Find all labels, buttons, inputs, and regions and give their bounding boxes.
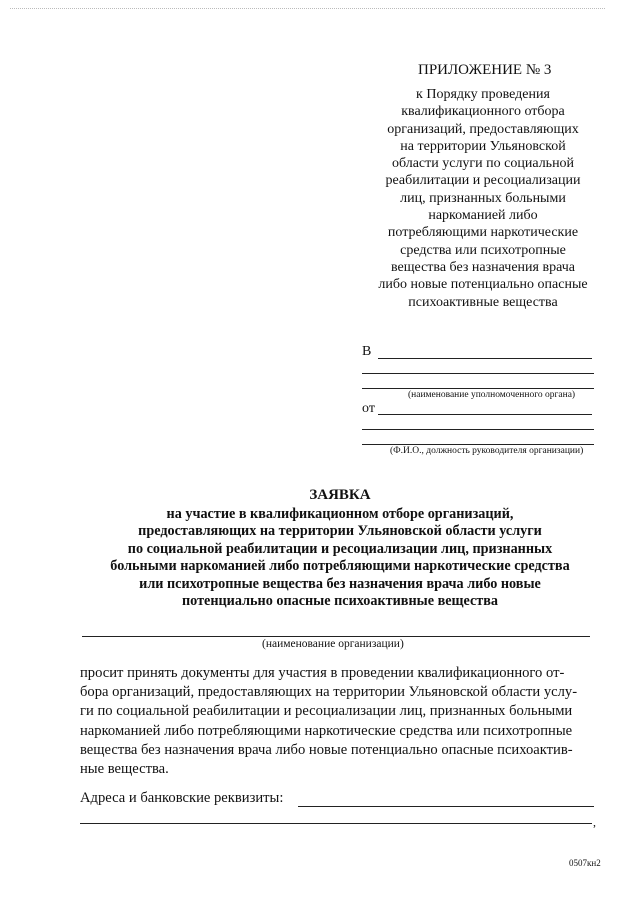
subtitle-line: предоставляющих на территории Ульяновской области услуги [138,523,542,540]
subtitle-line: или психотропные вещества без назначения врача либо новые [139,575,541,592]
appendix-line: средства или психотропные [400,242,566,258]
appendix-line: квалификационного отбора [401,104,565,120]
appendix-line: вещества без назначения врача [391,259,575,275]
from-caption: (Ф.И.О., должность руководителя организации) [390,446,584,456]
subtitle-line: на участие в квалификационном отборе организаций, [166,506,514,522]
subtitle-line: по социальной реабилитации и ресоциализации лиц, признанных [127,540,553,557]
to-line-2[interactable] [362,373,594,374]
application-body [80,664,600,779]
organization-caption: (наименование организации) [262,638,404,650]
to-line-3[interactable] [362,388,594,389]
body-line: ги по социальной реабилитации и ресоциализации лиц, признанных больными [80,703,573,720]
appendix-line: к Порядку проведения [416,87,550,102]
requisites-line-2[interactable] [80,823,592,824]
body-line: наркоманией либо потребляющими наркотические средства или психотропные [80,722,573,739]
subtitle-line: больными наркоманией либо потребляющими наркотические средства [110,558,570,575]
appendix-line: на территории Ульяновской [400,138,566,154]
body-line: бора организаций, предоставляющих на территории Ульяновской области услу- [80,684,578,701]
appendix-title: ПРИЛОЖЕНИЕ № 3 [418,62,552,78]
from-label: от [362,401,375,416]
appendix-line: наркоманией либо [428,208,538,224]
body-line: просит принять документы для участия в проведении квалификационного от- [80,665,565,681]
to-label: В [362,344,372,359]
scan-artifact-line [10,8,605,9]
appendix-line: организаций, предоставляющих [387,121,579,137]
organization-name-line[interactable] [82,636,590,637]
application-subtitle [0,506,640,610]
requisites-line-1[interactable] [298,806,594,807]
document-code: 0507кн2 [569,858,601,868]
requisites-label: Адреса и банковские реквизиты: [80,790,284,806]
appendix-line: области услуги по социальной [391,156,575,172]
appendix-line: психоактивные вещества [408,294,558,310]
body-line: ные вещества. [80,761,169,778]
from-line-3[interactable] [362,444,594,445]
body-line: вещества без назначения врача либо новые потенциально опасные психоактив- [80,741,573,758]
appendix-line: лиц, признанных больными [400,190,566,206]
line-end-comma: , [593,815,596,829]
from-line-2[interactable] [362,429,594,430]
appendix-line: реабилитации и ресоциализации [385,173,581,189]
to-line-1[interactable] [378,358,592,359]
appendix-reference [360,86,606,311]
from-line-1[interactable] [378,414,592,415]
subtitle-line: потенциально опасные психоактивные вещества [181,593,498,610]
appendix-line: либо новые потенциально опасные [378,277,588,293]
appendix-line: потребляющими наркотические [387,225,579,241]
to-caption: (наименование уполномоченного органа) [408,390,576,400]
application-title: ЗАЯВКА [309,487,371,503]
